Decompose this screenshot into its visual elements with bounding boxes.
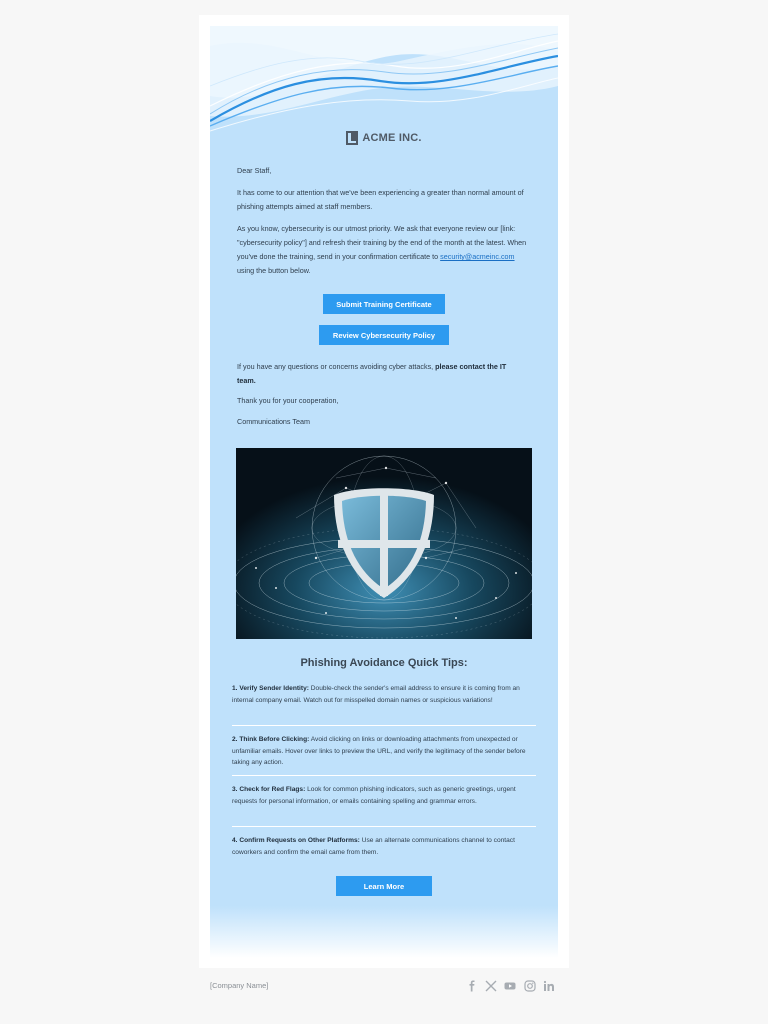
contact-text: If you have any questions or concerns avoiding cyber attacks, bbox=[237, 362, 436, 371]
contact-it-team: please contact the IT team. bbox=[237, 362, 507, 385]
divider bbox=[232, 826, 536, 827]
email-body bbox=[210, 26, 558, 958]
logo-text: ACME INC. bbox=[362, 132, 422, 144]
tip-heading: 4. Confirm Requests on Other Platforms: bbox=[232, 837, 360, 844]
tips-title: Phishing Avoidance Quick Tips: bbox=[300, 657, 468, 669]
tip-2 bbox=[232, 734, 536, 769]
tip-text: Avoid clicking on links or downloading attachments from unexpected or unfamiliar emails. Hover over links to preview the URL, and verify the legitimacy of the sender before taking any action. bbox=[232, 736, 526, 766]
facebook-icon[interactable] bbox=[466, 980, 478, 992]
tip-1 bbox=[232, 683, 536, 706]
cybersecurity-shield-image bbox=[236, 448, 532, 639]
paragraph-cybersecurity-priority bbox=[237, 222, 527, 278]
divider bbox=[232, 775, 536, 776]
learn-more-button[interactable]: Learn More bbox=[336, 876, 432, 896]
bottom-fade bbox=[210, 906, 558, 958]
tip-text: Use an alternate communications channel to contact coworkers and confirm the email came from them. bbox=[232, 837, 515, 856]
tip-heading: 3. Check for Red Flags: bbox=[232, 786, 306, 793]
paragraph-phishing-notice: It has come to our attention that we've been experiencing a greater than normal amount of phishing attempts aimed at staff members. bbox=[237, 188, 524, 211]
header-wave-graphic bbox=[210, 26, 558, 136]
divider bbox=[232, 725, 536, 726]
tip-text: Look for common phishing indicators, such as generic greetings, urgent requests for personal information, or emails containing spelling and grammar errors. bbox=[232, 786, 516, 805]
paragraph-text: As you know, cybersecurity is our utmost priority. We ask that everyone review our [link: "cybersecurity policy"] and refresh their training by the end of the month at the latest. When you've done the training, send in your confirmation certificate to bbox=[237, 224, 527, 261]
tip-text: Double-check the sender's email address to ensure it is coming from an internal company email. Watch out for misspelled domain names or suspicious variations! bbox=[232, 685, 520, 704]
paragraph-contact bbox=[237, 360, 527, 388]
logo-mark-icon bbox=[346, 131, 358, 145]
paragraph-text-end: using the button below. bbox=[237, 266, 311, 275]
tip-heading: 2. Think Before Clicking: bbox=[232, 736, 310, 743]
x-icon[interactable] bbox=[485, 980, 497, 992]
youtube-icon[interactable] bbox=[504, 980, 516, 992]
footer-company-name: [Company Name] bbox=[210, 981, 269, 990]
security-email-link[interactable]: security@acmeinc.com bbox=[440, 252, 515, 261]
tip-3 bbox=[232, 784, 536, 807]
submit-training-certificate-button[interactable]: Submit Training Certificate bbox=[323, 294, 445, 314]
company-logo bbox=[210, 128, 558, 148]
tip-4 bbox=[232, 835, 536, 858]
greeting: Dear Staff, bbox=[237, 166, 272, 175]
linkedin-icon[interactable] bbox=[543, 980, 555, 992]
thanks-line: Thank you for your cooperation, bbox=[237, 396, 339, 405]
instagram-icon[interactable] bbox=[524, 980, 536, 992]
tip-heading: 1. Verify Sender Identity: bbox=[232, 685, 309, 692]
signature: Communications Team bbox=[237, 417, 310, 426]
review-cybersecurity-policy-button[interactable]: Review Cybersecurity Policy bbox=[319, 325, 449, 345]
